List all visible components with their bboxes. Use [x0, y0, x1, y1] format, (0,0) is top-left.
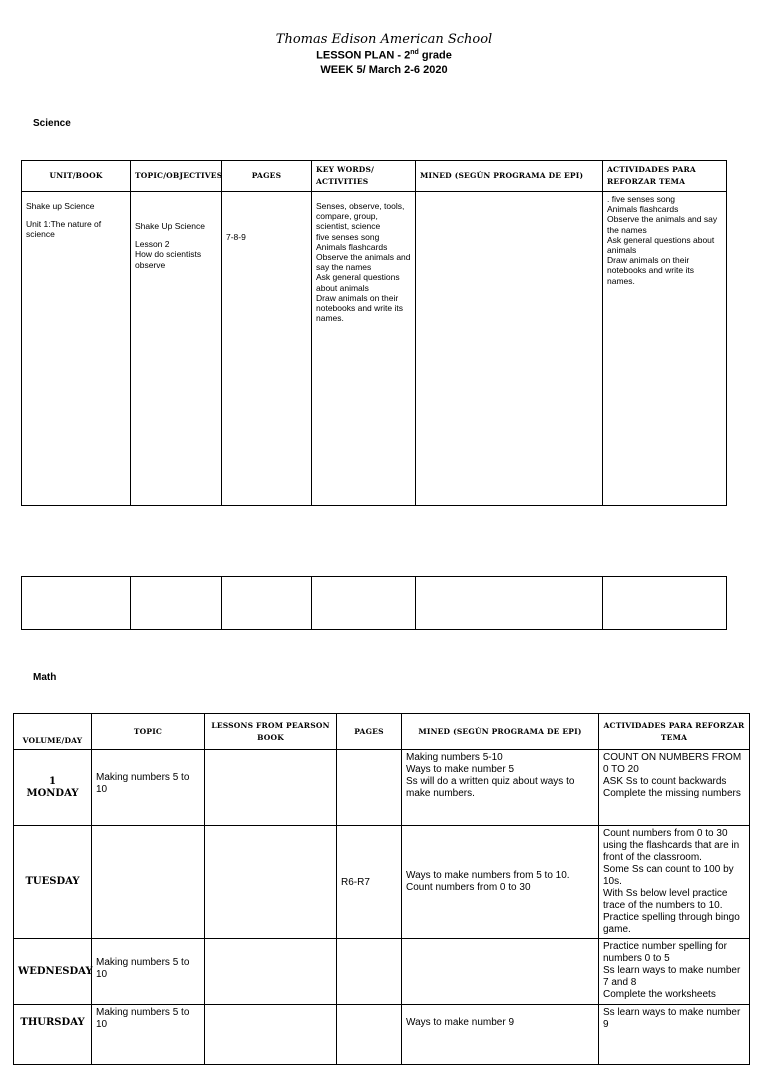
sci-header-actividades: ACTIVIDADES PARA REFORZAR TEMA: [603, 161, 727, 192]
table-row: [14, 1005, 750, 1065]
math-topic-cell: Making numbers 5 to 10: [92, 939, 205, 1005]
math-mined-cell: Ways to make numbers from 5 to 10. Count numbers from 0 to 30: [402, 826, 599, 939]
lesson-plan-title: [0, 49, 768, 62]
math-day-cell: WEDNESDAY: [14, 939, 92, 1005]
science-label: Science: [33, 118, 71, 129]
plan-text: LESSON PLAN - 2: [316, 49, 411, 62]
plan-suffix: grade: [418, 49, 452, 62]
math-day-cell: [14, 750, 92, 826]
science-table: [21, 160, 727, 506]
math-header-topic: TOPIC: [92, 714, 205, 750]
table-row: [14, 826, 750, 939]
sci-header-keywords: KEY WORDS/ ACTIVITIES: [312, 161, 416, 192]
math-actividades-cell: Count numbers from 0 to 30 using the flashcards that are in front of the classroom. Some Ss can count to 100 by 10s. With Ss below level practice trace of the numbers to 10. Practice spelling through bingo game.: [599, 826, 750, 939]
sci-unit-name: Unit 1:The nature of science: [26, 219, 102, 240]
blank-cell: [416, 577, 603, 630]
table-row: [14, 939, 750, 1005]
sci-unit-cell: [22, 192, 131, 506]
blank-cell: [22, 577, 131, 630]
blank-cell: [222, 577, 312, 630]
sci-header-pages: PAGES: [222, 161, 312, 192]
sci-pages-cell: 7-8-9: [222, 192, 312, 506]
math-mined-cell: Making numbers 5-10 Ways to make number 5 Ss will do a written quiz about ways to make numbers.: [402, 750, 599, 826]
sci-header-unit: UNIT/BOOK: [22, 161, 131, 192]
day-label: MONDAY: [26, 787, 79, 799]
blank-table: [21, 576, 727, 630]
math-header-mined: MINED (SEGÚN PROGRAMA DE EPI): [402, 714, 599, 750]
science-header-row: [22, 161, 727, 192]
table-row: [22, 577, 727, 630]
math-topic-cell: Making numbers 5 to 10: [92, 750, 205, 826]
math-label: Math: [33, 672, 57, 683]
math-topic-cell: [92, 826, 205, 939]
sci-mined-cell: [416, 192, 603, 506]
math-lessons-cell: [205, 1005, 337, 1065]
math-day-cell: TUESDAY: [14, 826, 92, 939]
math-lessons-cell: [205, 939, 337, 1005]
blank-cell: [131, 577, 222, 630]
math-pages-cell: [337, 750, 402, 826]
sci-header-mined: MINED (SEGÚN PROGRAMA DE EPI): [416, 161, 603, 192]
math-actividades-cell: Practice number spelling for numbers 0 to 5 Ss learn ways to make number 7 and 8 Complete the worksheets: [599, 939, 750, 1005]
math-mined-cell: Ways to make number 9: [402, 1005, 599, 1065]
math-pages-cell: [337, 939, 402, 1005]
math-day-cell: THURSDAY: [14, 1005, 92, 1065]
math-table: [13, 713, 750, 1065]
sci-topic-cell: [131, 192, 222, 506]
math-header-lessons: LESSONS FROM PEARSON BOOK: [205, 714, 337, 750]
week-line: WEEK 5/ March 2-6 2020: [320, 64, 448, 76]
math-actividades-cell: Ss learn ways to make number 9: [599, 1005, 750, 1065]
math-pages-cell: R6-R7: [337, 826, 402, 939]
day-number: 1: [49, 775, 56, 787]
math-topic-cell: Making numbers 5 to 10: [92, 1005, 205, 1065]
table-row: [14, 750, 750, 826]
sci-keywords-cell: Senses, observe, tools, compare, group, scientist, science five senses song Animals flashcards Observe the animals and say the names Ask general questions about animals Draw animals on their notebooks and write its names.: [312, 192, 416, 506]
math-lessons-cell: [205, 826, 337, 939]
math-header-day: VOLUME/DAY: [14, 714, 92, 750]
math-header-actividades: ACTIVIDADES PARA REFORZAR TEMA: [599, 714, 750, 750]
sci-actividades-cell: . five senses song Animals flashcards Observe the animals and say the names Ask general questions about animals Draw animals on their notebooks and write its names.: [603, 192, 727, 506]
math-header-pages: PAGES: [337, 714, 402, 750]
math-actividades-cell: COUNT ON NUMBERS FROM 0 TO 20 ASK Ss to count backwards Complete the missing numbers: [599, 750, 750, 826]
school-name: Thomas Edison American School: [275, 32, 493, 47]
math-lessons-cell: [205, 750, 337, 826]
sci-header-topic: TOPIC/OBJECTIVES: [131, 161, 222, 192]
sci-unit-book: Shake up Science: [26, 201, 95, 211]
math-pages-cell: [337, 1005, 402, 1065]
math-header-row: [14, 714, 750, 750]
blank-cell: [312, 577, 416, 630]
plan-ordinal: nd: [410, 49, 419, 56]
sci-topic-title: Shake Up Science: [135, 221, 205, 231]
blank-cell: [603, 577, 727, 630]
math-mined-cell: [402, 939, 599, 1005]
table-row: [22, 192, 727, 506]
sci-topic-lesson: Lesson 2 How do scientists observe: [135, 239, 202, 270]
